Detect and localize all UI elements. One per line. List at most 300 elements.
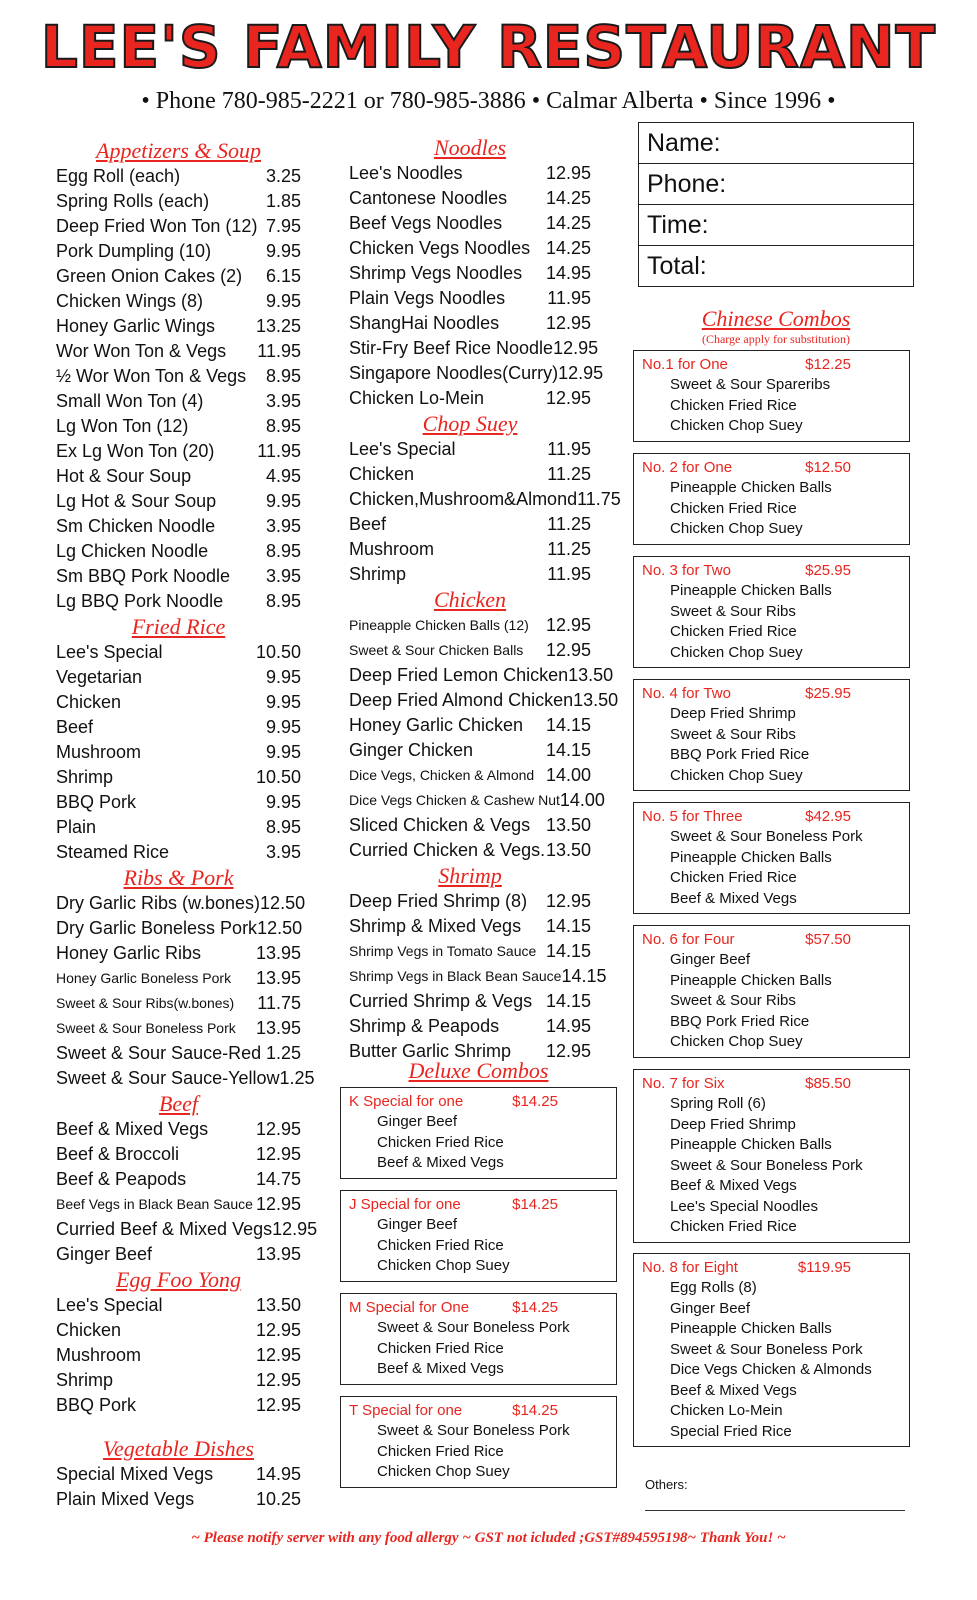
item-name: Lg Chicken Noodle (56, 541, 209, 561)
menu-column-2 (349, 135, 621, 1064)
footer-note: ~ Please notify server with any food allergy ~ GST not icluded ;GST#894595198~ Thank You! ~ (191, 1530, 786, 1546)
combo-item: Chicken Fried Rice (670, 396, 797, 414)
item-name: Special Mixed Vegs (56, 1464, 214, 1484)
combo-header (642, 1074, 901, 1094)
menu-item (56, 414, 301, 439)
combo-box (340, 1087, 617, 1179)
menu-item (56, 189, 301, 214)
combo-name: No. 5 for Three (642, 808, 743, 825)
item-price: 14.15 (545, 916, 591, 936)
combo-item: Lee's Special Noodles (670, 1197, 818, 1215)
combo-item: Ginger Beef (670, 1299, 751, 1317)
combo-item: Chicken Chop Suey (377, 1463, 510, 1480)
combo-box (340, 1396, 617, 1488)
menu-item (56, 239, 301, 264)
combo-item: Spring Roll (6) (670, 1095, 766, 1112)
others-line[interactable] (645, 1510, 905, 1511)
chinese-combos-title: Chinese Combos (701, 306, 851, 331)
item-name: Shrimp (56, 767, 114, 787)
item-name: Shrimp (56, 1370, 114, 1390)
item-name: Deep Fried Almond Chicken (349, 690, 574, 710)
item-price: 14.00 (545, 765, 591, 785)
item-price: 10.25 (255, 1489, 301, 1509)
section-title: Noodles (433, 135, 507, 160)
menu-item (349, 1014, 591, 1039)
menu-item (56, 916, 301, 941)
menu-item (56, 1142, 301, 1167)
item-name: Stir-Fry Beef Rice Noodle (349, 338, 554, 358)
menu-item (349, 788, 605, 813)
item-price: 3.95 (265, 391, 301, 411)
combo-item: Chicken Fried Rice (377, 1236, 504, 1254)
others-label: Others: (645, 1477, 688, 1492)
item-price: 11.75 (257, 993, 301, 1013)
combo-item: Sweet & Sour Boneless Pork (670, 828, 863, 845)
combo-item: Pineapple Chicken Balls (670, 848, 832, 866)
combo-name: No. 4 for Two (642, 685, 731, 702)
combo-header (349, 1298, 608, 1318)
item-price: 12.95 (545, 615, 591, 635)
menu-item (349, 688, 619, 713)
item-price: 3.25 (265, 166, 301, 186)
menu-item (56, 966, 301, 991)
item-price: 12.95 (255, 1144, 301, 1164)
deluxe-combos (340, 1058, 617, 1084)
section-title: Ribs & Pork (123, 865, 234, 890)
combo-header (642, 807, 901, 827)
item-price: 12.95 (558, 363, 604, 383)
combo-box (633, 556, 910, 668)
item-name: Ginger Chicken (349, 740, 474, 760)
menu-item (56, 1167, 301, 1192)
menu-item (56, 1343, 301, 1368)
menu-item (56, 1066, 315, 1091)
order-form (638, 122, 914, 287)
item-price: 8.95 (265, 366, 301, 386)
combo-item: Deep Fried Shrimp (670, 705, 796, 722)
combo-item: Chicken Chop Suey (670, 766, 803, 784)
menu-item (56, 214, 301, 239)
item-name: Shrimp Vegs Noodles (349, 263, 523, 283)
section-title: Chicken (433, 587, 507, 612)
combo-item: Chicken Chop Suey (377, 1257, 510, 1274)
combo-price: $14.25 (512, 1402, 558, 1419)
item-name: Curried Shrimp & Vegs (349, 991, 533, 1011)
item-name: Sliced Chicken & Vegs (349, 815, 531, 835)
combo-item: Pineapple Chicken Balls (670, 1136, 832, 1153)
menu-item (56, 765, 301, 790)
menu-item (56, 1393, 301, 1418)
item-name: Curried Chicken & Vegs. (349, 840, 546, 860)
item-price: 13.50 (545, 840, 591, 860)
combo-item: Pineapple Chicken Balls (670, 1320, 832, 1337)
item-name: Steamed Rice (56, 842, 170, 862)
item-price: 14.95 (545, 263, 591, 283)
item-name: Beef & Mixed Vegs (56, 1119, 209, 1139)
item-price: 12.95 (545, 640, 591, 660)
menu-item (56, 665, 301, 690)
combo-item: Chicken Chop Suey (670, 643, 803, 661)
item-name: Spring Rolls (each) (56, 191, 210, 211)
item-price: 12.95 (545, 1041, 591, 1061)
combo-header (349, 1092, 608, 1112)
menu-item (56, 1293, 301, 1318)
item-price: 11.95 (547, 439, 591, 459)
item-name: Mushroom (349, 539, 435, 559)
menu-item (56, 640, 301, 665)
combo-item: BBQ Pork Fried Rice (670, 746, 810, 763)
combo-item: Chicken Fried Rice (670, 869, 797, 886)
menu-item (349, 763, 591, 788)
combo-item: Chicken Fried Rice (377, 1339, 504, 1357)
section-title: Fried Rice (131, 614, 226, 639)
menu-item (349, 261, 591, 286)
item-name: Chicken (56, 692, 122, 712)
menu-item (56, 364, 301, 389)
combo-item: Sweet & Sour Boneless Pork (377, 1422, 570, 1439)
item-price: 11.25 (547, 464, 591, 484)
item-price: 9.95 (265, 792, 301, 812)
item-name: Lg BBQ Pork Noodle (56, 591, 224, 611)
item-price: 14.00 (559, 790, 605, 810)
combo-item: Pineapple Chicken Balls (670, 971, 832, 989)
combo-item: Sweet & Sour Ribs (670, 602, 796, 620)
item-price: 12.95 (545, 891, 591, 911)
combo-item: Beef & Mixed Vegs (670, 1177, 797, 1194)
combo-name: No.1 for One (642, 356, 728, 373)
item-price: 9.95 (265, 667, 301, 687)
menu-item (56, 489, 301, 514)
item-price: 14.25 (545, 213, 591, 233)
combo-box (633, 925, 910, 1058)
item-name: Lee's Special (349, 439, 456, 459)
item-name: Wor Won Ton & Vegs (56, 341, 227, 361)
combo-item: Sweet & Sour Boneless Pork (670, 1156, 863, 1174)
menu-item (56, 715, 301, 740)
combo-item: Beef & Mixed Vegs (670, 889, 797, 907)
combo-item: Sweet & Sour Ribs (670, 725, 796, 743)
item-name: Chicken (56, 1320, 122, 1340)
menu-item (349, 211, 591, 236)
menu-item (56, 1487, 301, 1512)
item-name: Beef Vegs Noodles (349, 213, 503, 233)
combo-name: No. 8 for Eight (642, 1259, 738, 1276)
combo-price: $14.25 (512, 1093, 558, 1110)
section-title: Shrimp (438, 863, 502, 888)
item-name: Dry Garlic Boneless Pork (56, 918, 258, 938)
menu-item (56, 1242, 301, 1267)
item-price: 1.25 (265, 1043, 301, 1063)
item-price: 12.95 (255, 1395, 301, 1415)
item-price: 1.85 (265, 191, 301, 211)
item-price: 9.95 (265, 692, 301, 712)
menu-item (349, 161, 591, 186)
menu-item (349, 713, 591, 738)
menu-item (349, 512, 591, 537)
item-price: 11.95 (547, 288, 591, 308)
contact-line: • Phone 780-985-2221 or 780-985-3886 • Calmar Alberta • Since 1996 • (141, 88, 836, 114)
item-price: 8.95 (265, 591, 301, 611)
menu-column-1 (56, 138, 318, 1512)
menu-item (349, 361, 604, 386)
order-field[interactable]: Phone: (639, 164, 913, 205)
item-name: Lee's Noodles (349, 163, 463, 183)
combo-item: BBQ Pork Fried Rice (670, 1012, 810, 1030)
menu-item (349, 989, 591, 1014)
combo-item: Sweet & Sour Ribs (670, 992, 796, 1009)
menu-item (56, 891, 306, 916)
item-price: 14.25 (545, 188, 591, 208)
item-price: 13.95 (255, 943, 301, 963)
menu-item (56, 264, 301, 289)
combo-item: Chicken Fried Rice (670, 1218, 797, 1235)
item-name: Lg Won Ton (12) (56, 416, 189, 436)
item-price: 14.15 (545, 715, 591, 735)
menu-item (56, 690, 301, 715)
item-name: Dice Vegs Chicken & Cashew Nut (349, 792, 560, 808)
item-name: Dry Garlic Ribs (w.bones) (56, 893, 261, 913)
menu-item (56, 464, 301, 489)
item-price: 8.95 (265, 541, 301, 561)
item-name: Shrimp & Peapods (349, 1016, 500, 1036)
menu-item (349, 386, 591, 411)
item-name: Chicken Lo-Mein (349, 388, 485, 408)
item-price: 13.50 (255, 1295, 301, 1315)
combo-item: Ginger Beef (377, 1113, 458, 1130)
menu-item (56, 740, 301, 765)
menu-item (56, 1041, 301, 1066)
item-name: Honey Garlic Ribs (56, 943, 202, 963)
combo-name: No. 3 for Two (642, 562, 731, 579)
combo-price: $57.50 (805, 931, 851, 948)
combo-item: Chicken Chop Suey (670, 1033, 803, 1050)
menu-item (349, 236, 591, 261)
combo-box (633, 453, 910, 545)
item-price: 3.95 (265, 516, 301, 536)
item-name: Chicken Wings (8) (56, 291, 204, 311)
item-name: Beef (349, 514, 387, 534)
item-price: 13.95 (255, 1018, 301, 1038)
menu-item (349, 914, 591, 939)
item-name: Ex Lg Won Ton (20) (56, 441, 215, 461)
item-name: Mushroom (56, 742, 142, 762)
item-name: Lee's Special (56, 642, 163, 662)
item-price: 12.95 (545, 388, 591, 408)
item-price: 12.50 (257, 918, 303, 938)
combo-item: Sweet & Sour Boneless Pork (377, 1319, 570, 1336)
item-name: Green Onion Cakes (2) (56, 266, 243, 286)
item-price: 13.50 (545, 815, 591, 835)
item-name: Curried Beef & Mixed Vegs (56, 1219, 273, 1239)
item-price: 11.95 (257, 341, 301, 361)
item-price: 14.95 (255, 1464, 301, 1484)
item-price: 1.25 (279, 1068, 315, 1088)
menu-item (349, 487, 621, 512)
menu-item (56, 514, 301, 539)
item-name: Chicken (349, 464, 415, 484)
menu-item (349, 562, 591, 587)
item-price: 13.25 (255, 316, 301, 336)
item-price: 12.95 (255, 1345, 301, 1365)
combo-item: Chicken Chop Suey (670, 417, 803, 434)
menu-item (56, 389, 301, 414)
item-name: Singapore Noodles(Curry) (349, 363, 559, 383)
combo-item: Beef & Mixed Vegs (377, 1154, 504, 1171)
menu-item (56, 991, 301, 1016)
combo-price: $42.95 (805, 808, 851, 825)
menu-item (349, 311, 591, 336)
order-field[interactable]: Time: (639, 205, 913, 246)
item-price: 9.95 (265, 742, 301, 762)
menu-item (349, 738, 591, 763)
item-name: Deep Fried Won Ton (12) (56, 216, 258, 236)
section-title: Beef (158, 1091, 199, 1116)
section-title: Chop Suey (422, 411, 518, 436)
item-name: Vegetarian (56, 667, 143, 687)
menu-item (56, 1462, 301, 1487)
item-name: Sweet & Sour Sauce-Yellow (56, 1068, 280, 1088)
combo-name: T Special for one (349, 1402, 463, 1419)
combo-item: Beef & Mixed Vegs (377, 1360, 504, 1377)
item-price: 9.95 (265, 491, 301, 511)
menu-item (349, 838, 591, 863)
menu-item (349, 889, 591, 914)
combo-item: Sweet & Sour Spareribs (670, 376, 831, 393)
item-price: 14.95 (545, 1016, 591, 1036)
menu-item (349, 613, 591, 638)
menu-item (349, 186, 591, 211)
menu-item (349, 286, 591, 311)
item-name: Dice Vegs, Chicken & Almond (349, 767, 535, 783)
item-name: BBQ Pork (56, 1395, 137, 1415)
combo-box (633, 679, 910, 791)
combo-item: Chicken Fried Rice (670, 623, 797, 640)
menu-item (349, 437, 591, 462)
item-name: ShangHai Noodles (349, 313, 500, 333)
menu-item (56, 439, 301, 464)
item-name: Deep Fried Lemon Chicken (349, 665, 569, 685)
item-price: 6.15 (265, 266, 301, 286)
combo-item: Ginger Beef (670, 951, 751, 968)
combo-name: K Special for one (349, 1093, 464, 1110)
combo-item: Chicken Chop Suey (670, 520, 803, 537)
order-field[interactable]: Name: (639, 123, 913, 164)
item-price: 12.50 (260, 893, 306, 913)
item-price: 12.95 (553, 338, 599, 358)
item-price: 13.50 (573, 690, 619, 710)
item-price: 11.95 (547, 564, 591, 584)
menu-item (349, 537, 591, 562)
order-field[interactable]: Total: (647, 252, 707, 280)
item-name: Sweet & Sour Boneless Pork (56, 1020, 236, 1036)
combo-box (340, 1293, 617, 1385)
combo-item: Special Fried Rice (670, 1422, 792, 1440)
item-price: 10.50 (255, 642, 301, 662)
menu-item (349, 663, 614, 688)
menu-item (349, 939, 591, 964)
item-price: 12.95 (255, 1320, 301, 1340)
item-name: Egg Roll (each) (56, 166, 181, 186)
substitution-note: (Charge apply for substitution) (701, 332, 851, 346)
item-name: Beef Vegs in Black Bean Sauce (56, 1196, 253, 1212)
item-name: Shrimp (349, 564, 407, 584)
combo-item: Chicken Fried Rice (377, 1442, 504, 1460)
item-price: 3.95 (265, 842, 301, 862)
item-name: Pineapple Chicken Balls (12) (349, 617, 529, 633)
combo-header (349, 1195, 608, 1215)
menu-item (56, 564, 301, 589)
item-price: 11.95 (257, 441, 301, 461)
combo-header (642, 1258, 901, 1278)
item-name: Honey Garlic Boneless Pork (56, 970, 232, 986)
item-price: 13.50 (568, 665, 614, 685)
combo-price: $119.95 (797, 1259, 851, 1276)
combo-item: Pineapple Chicken Balls (670, 582, 832, 599)
combo-box (633, 1253, 910, 1447)
menu-item (56, 790, 301, 815)
menu-item (349, 336, 599, 361)
item-price: 8.95 (265, 817, 301, 837)
item-name: Beef & Broccoli (56, 1144, 180, 1164)
combo-item: Deep Fried Shrimp (670, 1115, 796, 1133)
section-title: Egg Foo Yong (115, 1267, 242, 1292)
item-name: Plain Vegs Noodles (349, 288, 506, 308)
combo-item: Beef & Mixed Vegs (670, 1381, 797, 1399)
item-price: 14.15 (545, 991, 591, 1011)
menu-item (56, 840, 301, 865)
combo-price: $25.95 (805, 562, 851, 579)
combo-box (633, 1069, 910, 1243)
combo-header (642, 930, 901, 950)
combo-price: $14.25 (512, 1196, 558, 1213)
item-price: 12.95 (255, 1119, 301, 1139)
menu-item (349, 638, 591, 663)
menu-item (56, 1117, 301, 1142)
combo-price: $25.95 (805, 685, 851, 702)
combo-name: J Special for one (349, 1196, 461, 1213)
menu-item (56, 589, 301, 614)
menu-item (56, 815, 301, 840)
item-price: 14.15 (545, 941, 591, 961)
item-price: 11.75 (577, 489, 621, 509)
menu-item (56, 1368, 301, 1393)
item-price: 14.15 (545, 740, 591, 760)
combo-name: M Special for One (349, 1299, 470, 1316)
item-name: Sweet & Sour Ribs(w.bones) (56, 995, 235, 1011)
item-name: Beef (56, 717, 94, 737)
combo-price: $14.25 (512, 1299, 558, 1316)
item-price: 12.95 (545, 313, 591, 333)
item-name: Chicken,Mushroom&Almond (349, 489, 578, 509)
item-name: Beef & Peapods (56, 1169, 187, 1189)
menu-item (56, 941, 301, 966)
item-name: Ginger Beef (56, 1244, 153, 1264)
item-name: Pork Dumpling (10) (56, 241, 212, 261)
item-price: 7.95 (265, 216, 301, 236)
item-name: Sm BBQ Pork Noodle (56, 566, 231, 586)
combo-item: Egg Rolls (8) (670, 1279, 757, 1296)
menu-item (56, 539, 301, 564)
menu-item (56, 1016, 301, 1041)
menu-item (349, 813, 591, 838)
item-name: Honey Garlic Chicken (349, 715, 524, 735)
combo-header (349, 1401, 608, 1421)
item-name: Honey Garlic Wings (56, 316, 216, 336)
item-price: 11.25 (547, 514, 591, 534)
item-price: 13.95 (255, 968, 301, 988)
combo-price: $85.50 (805, 1075, 851, 1092)
item-name: Cantonese Noodles (349, 188, 508, 208)
